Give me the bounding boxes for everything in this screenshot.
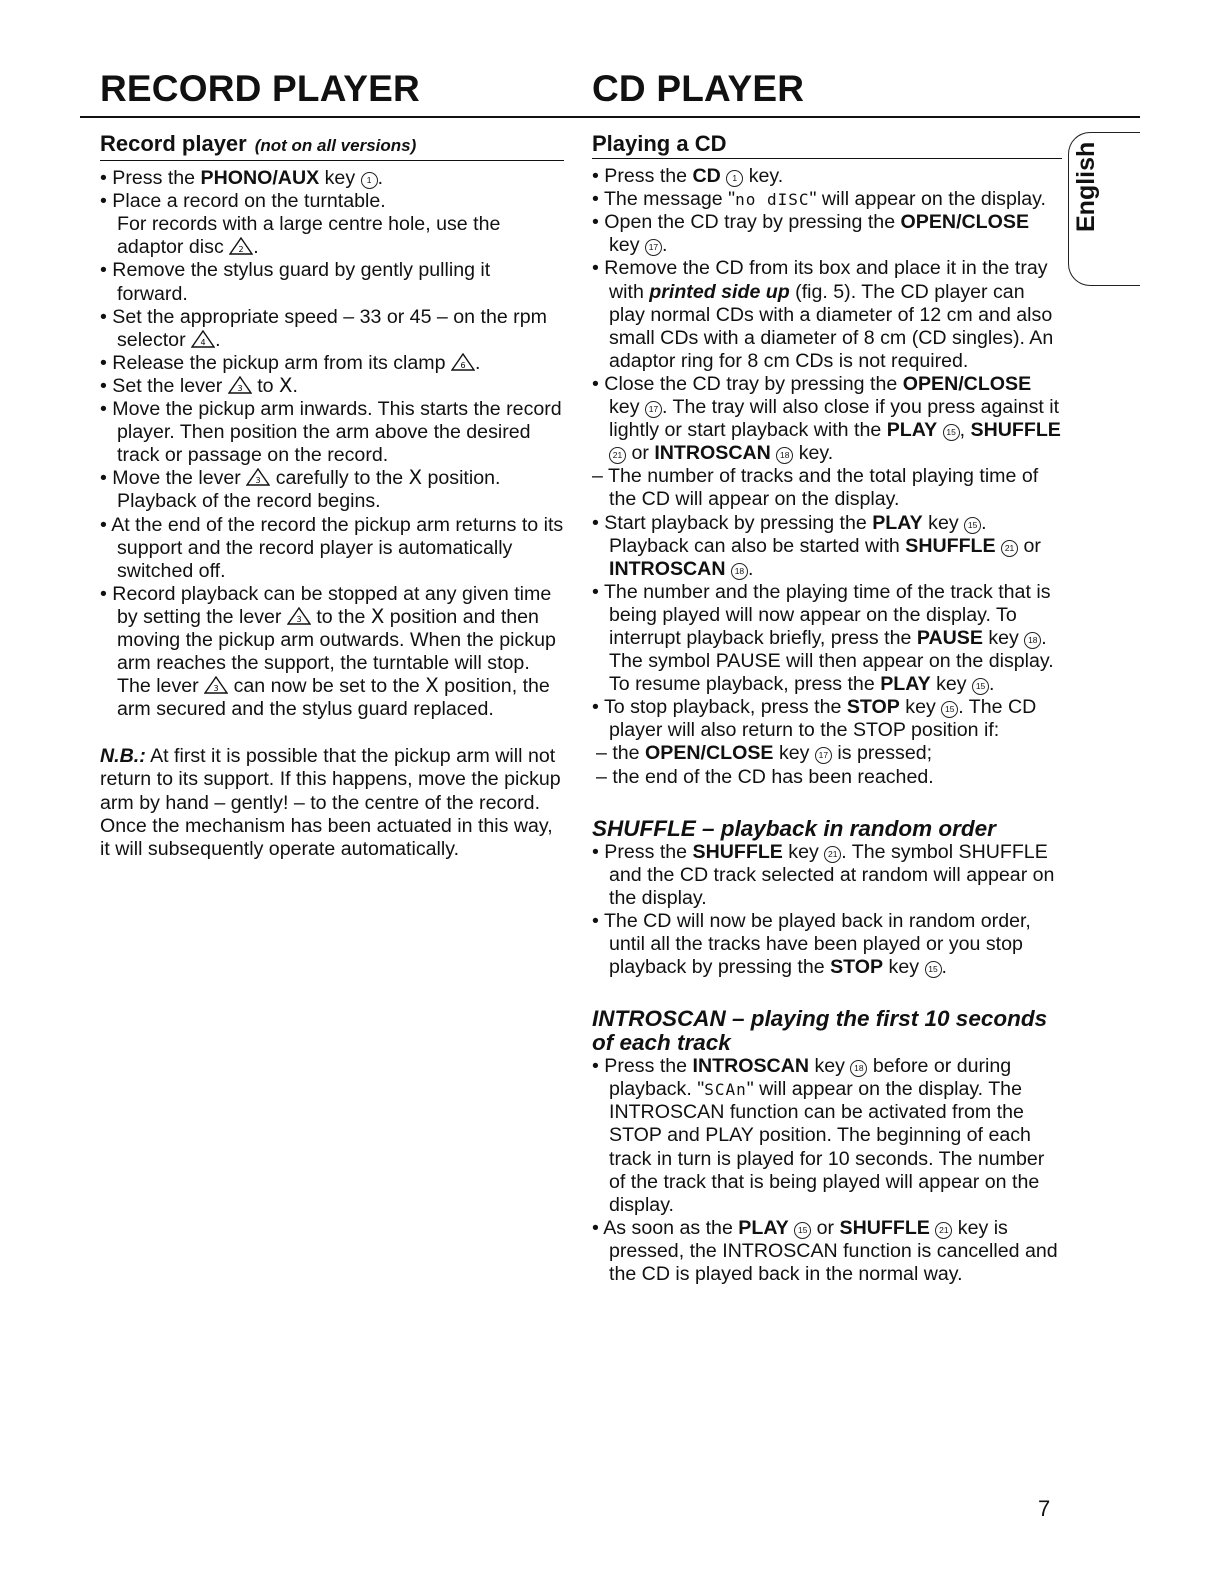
svg-text:3: 3 (213, 684, 219, 694)
list-item: • As soon as the PLAY 15 or SHUFFLE 21 key is pressed, the INTROSCAN function is cancelled and the CD is played back in the normal way. (592, 1216, 1058, 1286)
list-item: • Close the CD tray by pressing the OPEN/CLOSE key 17 . The tray will also close if you press against it lightly or start playback with the PLAY 15 , SHUFFLE 21 or INTROSCAN 18 key. (592, 372, 1061, 465)
list-item: For records with a large centre hole, use the adaptor disc 2 . (117, 213, 501, 259)
list-item: • At the end of the record the pickup arm returns to its support and the record player is automatically switched off. (100, 513, 564, 582)
lever-symbol: Ⅹ (279, 374, 293, 397)
key-number-badge: 1 (361, 172, 378, 189)
list-item: • Release the pickup arm from its clamp 6 . (100, 351, 481, 374)
list-item: • Move the lever 3 carefully to the Ⅹ position. Playback of the record begins. (100, 467, 501, 513)
key-number-badge: 15 (941, 701, 958, 718)
record-player-subtitle: Record player (not on all versions) (100, 132, 564, 161)
list-item: – the end of the CD has been reached. (596, 765, 934, 788)
svg-text:4: 4 (200, 337, 206, 347)
list-item: • Remove the CD from its box and place it in the tray with printed side up (fig. 5). The CD player can play normal CDs with a diameter of 12 cm and also small CDs with a diameter of 8 cm (CD singles). An adaptor ring for 8 cm CDs is not required. (592, 257, 1054, 372)
list-item: • Press the SHUFFLE key 21 . The symbol SHUFFLE and the CD track selected at random will appear on the display. (592, 840, 1055, 909)
list-item: • The number and the playing time of the track that is being played will now appear on the display. To interrupt playback briefly, press the PAUSE key 18 . The symbol PAUSE will then appear on the display. To resume playback, press the PLAY key 15 . (592, 580, 1054, 696)
svg-text:3: 3 (296, 614, 302, 624)
list-item: • Move the pickup arm inwards. This starts the record player. Then position the arm above the desired track or passage on the record. (100, 398, 562, 467)
shuffle-heading: SHUFFLE – playback in random order (592, 815, 996, 841)
warning-triangle-icon (228, 376, 252, 394)
list-item: • Start playback by pressing the PLAY key 15 . Playback can also be started with SHUFFLE 21 or INTROSCAN 18 . (592, 511, 1041, 580)
key-number-badge: 21 (1001, 540, 1018, 557)
key-number-badge: 18 (850, 1060, 867, 1077)
key-number-badge: 15 (964, 517, 981, 534)
svg-text:3: 3 (237, 383, 243, 393)
key-number-badge: 17 (645, 401, 662, 418)
list-item: • Set the appropriate speed – 33 or 45 – on the rpm selector 4 . (100, 305, 547, 351)
cd-player-column (592, 132, 1062, 1286)
page-number: 7 (1038, 1496, 1051, 1521)
warning-triangle-icon (287, 607, 311, 625)
warning-triangle-icon (451, 353, 475, 371)
language-tab-label: English (1072, 141, 1100, 232)
key-number-badge: 15 (972, 678, 989, 695)
key-number-badge: 1 (726, 170, 743, 187)
tab-mask (1140, 120, 1224, 300)
key-number-badge: 17 (815, 747, 832, 764)
playing-cd-subtitle: Playing a CD (592, 132, 1062, 159)
subtitle-note: (not on all versions) (254, 136, 417, 155)
list-item: • Record playback can be stopped at any given time by setting the lever 3 to the Ⅹ position and then moving the pickup arm outwards. When the pickup arm reaches the support, the turntable will stop. The lever 3 can now be set to the Ⅹ position, the arm secured and the stylus guard replaced. (100, 582, 556, 721)
nb-note: N.B.: At first it is possible that the pickup arm will not return to its support. If this happens, move the pickup arm by hand – gently! – to the centre of the record. Once the mechanism has been actuated in this way, it will subsequently operate automatically. (100, 745, 561, 860)
svg-text:3: 3 (255, 476, 261, 486)
list-item: • The message "no dISC" will appear on the display. (592, 188, 1046, 211)
list-item: • Set the lever 3 to Ⅹ. (100, 374, 298, 397)
cd-player-heading: CD PLAYER (592, 68, 805, 109)
list-item: • To stop playback, press the STOP key 15 . The CD player will also return to the STOP position if: (592, 696, 1037, 742)
list-item: • Press the PHONO/AUX key 1 . (100, 167, 384, 190)
introscan-heading: INTROSCAN – playing the first 10 seconds of each track (592, 1006, 1048, 1056)
svg-text:2: 2 (238, 245, 244, 255)
svg-text:6: 6 (460, 360, 466, 370)
record-player-column (100, 132, 564, 861)
list-item: • Press the INTROSCAN key 18 before or during playback. "SCAn" will appear on the display. The INTROSCAN function can be activated from the STOP and PLAY position. The beginning of each track in turn is played for 10 seconds. The number of the track that is being played will appear on the display. (592, 1055, 1045, 1216)
key-number-badge: 17 (645, 239, 662, 256)
list-item: • Place a record on the turntable. (100, 190, 386, 213)
key-number-badge: 18 (776, 447, 793, 464)
key-number-badge: 21 (609, 447, 626, 464)
record-player-heading: RECORD PLAYER (100, 68, 420, 109)
key-number-badge: 15 (943, 424, 960, 441)
warning-triangle-icon (229, 237, 253, 255)
list-item: • The CD will now be played back in random order, until all the tracks have been played or you stop playback by pressing the STOP key 15 . (592, 909, 1031, 979)
key-number-badge: 15 (925, 961, 942, 978)
key-number-badge: 21 (935, 1222, 952, 1239)
key-number-badge: 18 (731, 563, 748, 580)
key-number-badge: 18 (1024, 632, 1041, 649)
list-item: • Remove the stylus guard by gently pulling it forward. (100, 259, 491, 305)
lever-symbol: Ⅹ (408, 467, 423, 490)
key-number-badge: 15 (794, 1222, 811, 1239)
warning-triangle-icon (204, 676, 228, 694)
list-item: – The number of tracks and the total playing time of the CD will appear on the display. (592, 465, 1039, 511)
list-item: • Open the CD tray by pressing the OPEN/CLOSE key 17 . (592, 211, 1030, 257)
header-rule (80, 116, 1140, 118)
list-item: – the OPEN/CLOSE key 17 is pressed; (596, 742, 933, 765)
warning-triangle-icon (246, 468, 270, 486)
display-readout: no dISC (735, 190, 810, 210)
lever-symbol: Ⅹ (425, 675, 439, 698)
lever-symbol: Ⅹ (370, 605, 385, 628)
key-number-badge: 21 (824, 846, 841, 863)
list-item: • Press the CD 1 key. (592, 165, 784, 188)
warning-triangle-icon (191, 330, 215, 348)
display-readout: SCAn (704, 1080, 747, 1100)
